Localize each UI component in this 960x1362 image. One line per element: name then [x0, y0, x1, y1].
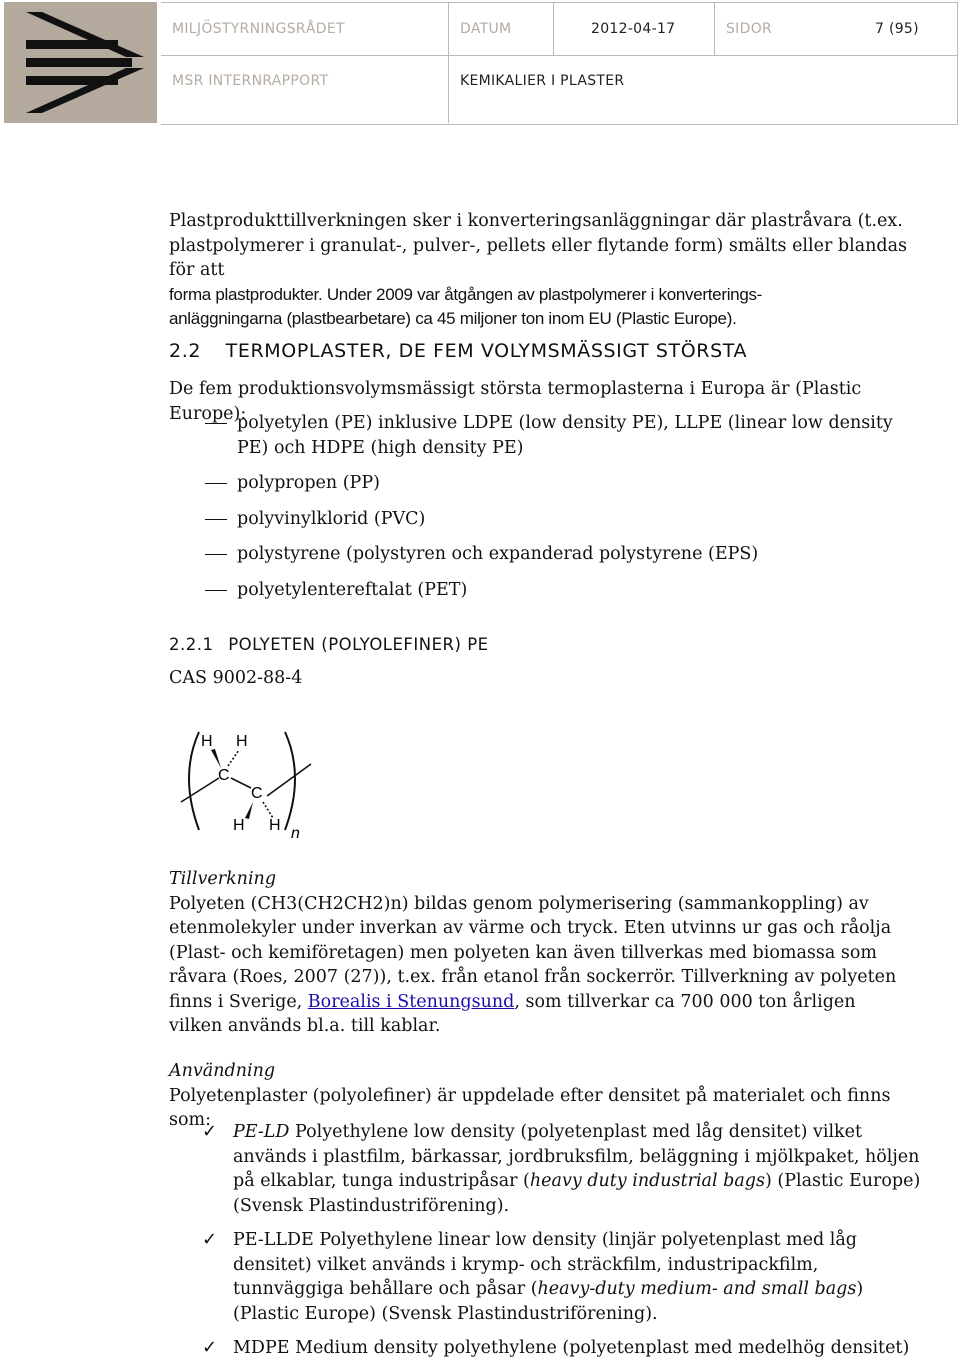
dash-icon [205, 519, 227, 520]
polyethylene-types-list [202, 1120, 922, 1361]
msr-logo [4, 2, 157, 123]
intro-line: anläggningarna (plastbearbetare) ca 45 miljoner ton inom EU (Plastic Europe). [169, 309, 737, 328]
header-grid [161, 2, 958, 125]
report-header [4, 2, 958, 123]
date-label: DATUM [460, 21, 512, 37]
atom-label: C [251, 785, 263, 802]
checkmark-icon: ✓ [202, 1121, 218, 1142]
list-item: ✓ PE-LD Polyethylene low density (polyetenplast med låg densitet) vilket används i plastfilm, bärkassar, jordbruksfilm, beläggning i mjölkpaket, höljen på elkablar, tunga industripåsar (heavy duty industrial bags) (Plastic Europe) (Svensk Plastindustriförening). [202, 1121, 921, 1216]
list-item: polyetylen (PE) inklusive LDPE (low density PE), LLPE (linear low density PE) och HDPE (high density PE) [205, 411, 925, 460]
list-item: ✓ PE-LLDE Polyethylene linear low density (linjär polyetenplast med låg densitet) vilket används i krymp- och sträckfilm, industripackfilm, tunnväggiga behållare och påsar (heavy-duty medium- and small bags) (Plastic Europe) (Svensk Plastindustriförening). [202, 1229, 864, 1324]
repeat-subscript: n [291, 825, 300, 842]
cas-number: CAS 9002-88-4 [169, 668, 303, 688]
logo-mark-icon [4, 2, 157, 123]
dash-icon [205, 554, 227, 555]
list-item: polyvinylklorid (PVC) [205, 507, 925, 532]
list-item: polyetylentereftalat (PET) [205, 578, 925, 603]
intro-paragraph [169, 209, 929, 332]
pages-label: SIDOR [726, 21, 773, 37]
date-value: 2012-04-17 [591, 21, 676, 37]
list-item: polystyrene (polystyren och expanderad polystyrene (EPS) [205, 542, 925, 567]
subsection-number: 2.2.1 [169, 635, 214, 654]
list-item: polypropen (PP) [205, 471, 925, 496]
atom-label: H [201, 733, 213, 750]
section-title: TERMOPLASTER, DE FEM VOLYMSMÄSSIGT STÖRSTA [225, 340, 748, 362]
tillverkning-heading: Tillverkning [169, 869, 277, 889]
section-2-2-1-heading [169, 635, 489, 654]
dash-icon [205, 423, 227, 424]
org-name: MILJÖSTYRNINGSRÅDET [172, 21, 345, 37]
section-number: 2.2 [169, 340, 202, 362]
checkmark-icon: ✓ [202, 1337, 218, 1358]
intro-line: Plastprodukttillverkningen sker i konverteringsanläggningar där plastråvara (t.ex. [169, 211, 903, 231]
polyethylene-structure-diagram [175, 724, 320, 842]
thermoplastics-list [205, 411, 925, 602]
section-lead: De fem produktionsvolymsmässigt största termoplasterna i Europa är (Plastic Europe): [169, 379, 862, 424]
atom-label: H [269, 817, 281, 834]
anvandning-lead: Polyetenplaster (polyolefiner) är uppdelade efter densitet på materialet och finns som: [169, 1085, 891, 1130]
report-title: KEMIKALIER I PLASTER [460, 73, 625, 89]
dash-icon [205, 590, 227, 591]
dash-icon [205, 483, 227, 484]
subsection-title: POLYETEN (POLYOLEFINER) PE [228, 635, 489, 654]
pages-value: 7 (95) [875, 21, 919, 37]
tillverkning-block [169, 867, 914, 1039]
section-2-2-heading [169, 340, 747, 362]
atom-label: H [236, 733, 248, 750]
atom-label: H [233, 817, 245, 834]
tillverkning-text: Polyeten (CH3(CH2CH2)n) bildas genom polymerisering (sammankoppling) av etenmolekyler under inverkan av värme och tryck. Eten utvinns ur gas och råolja (Plast- och kemiföretagen) men polyeten kan även tillverkas med biomassa som råvara (Roes, 2007 (27)), t.ex. från etanol från sockerrör. Tillverkning av polyeten finns i Sverige, Borealis i Stenungsund, som tillverkar ca 700 000 ton årligen vilken används bl.a. till kablar. [169, 893, 897, 1036]
list-item: ✓ MDPE Medium density polyethylene (polyetenplast med medelhög densitet) [202, 1336, 922, 1361]
intro-line: forma plastprodukter. Under 2009 var åtgången av plastpolymerer i konverterings- [169, 284, 763, 304]
intro-line: plastpolymerer i granulat-, pulver-, pellets eller flytande form) smälts eller blandas för att [169, 235, 908, 280]
report-type: MSR INTERNRAPPORT [172, 73, 329, 89]
borealis-link[interactable]: Borealis i Stenungsund [307, 991, 515, 1012]
anvandning-heading: Användning [169, 1061, 276, 1081]
checkmark-icon: ✓ [202, 1229, 218, 1250]
atom-label: C [218, 767, 230, 784]
